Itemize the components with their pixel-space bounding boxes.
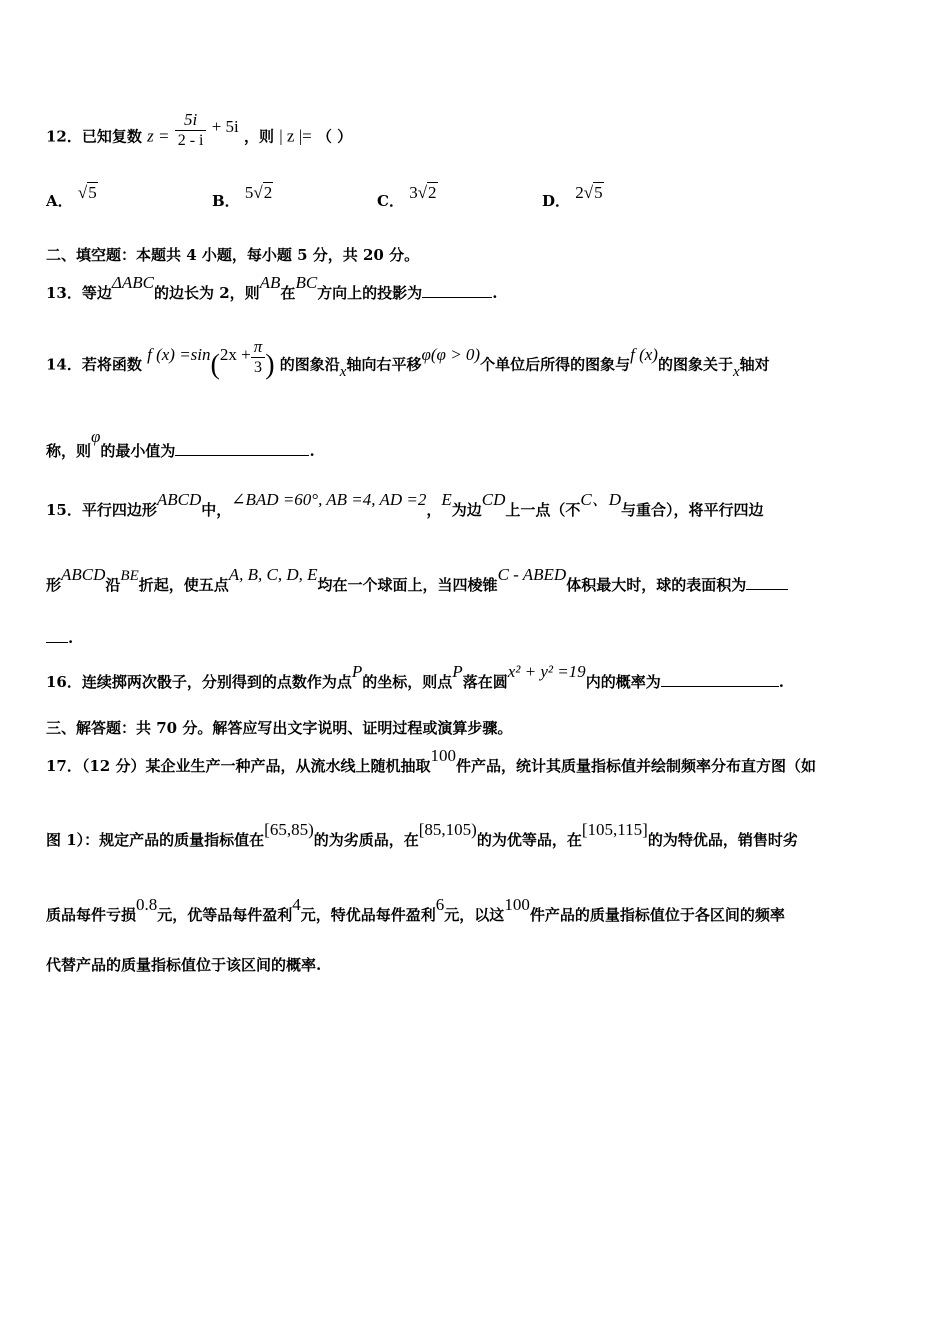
- q17-range-premium: [105,115]: [581, 820, 648, 839]
- q17-text: 的为优等品，在: [476, 831, 582, 849]
- q14-x: x: [339, 363, 347, 380]
- q12-then: ，则: [244, 127, 275, 146]
- q14-text: 称，则: [46, 442, 92, 460]
- q15-answer-blank-cont: [46, 628, 68, 643]
- option-coef: 2: [575, 183, 584, 202]
- q17-text: 质品每件亏损: [46, 906, 137, 924]
- q14-text: 轴向右平移: [346, 355, 422, 374]
- option-rad: 5: [88, 183, 97, 202]
- q13-math-ab: AB: [259, 273, 281, 292]
- q13-text: 方向上的投影为: [317, 284, 423, 302]
- q12-abs: | z |=: [279, 126, 312, 146]
- q17-sample-size: 100: [430, 746, 456, 765]
- q12-frac-num: 5i: [175, 110, 207, 131]
- q15-math-abcd: ABCD: [156, 490, 202, 509]
- q12-frac-den: 2 - i: [177, 132, 204, 149]
- option-sqrt: 2√5: [575, 183, 603, 202]
- q15-text: ，: [426, 501, 442, 519]
- q13-answer-blank: [422, 283, 492, 298]
- q17-line-1: [46, 746, 816, 776]
- q15-text: 体积最大时，球的表面积为: [566, 576, 747, 594]
- option-coef: 5: [244, 183, 254, 202]
- q15-answer-blank: [746, 575, 788, 590]
- option-rad: 2: [428, 183, 437, 202]
- q17-line-2: [46, 820, 798, 850]
- q17-loss-value: 0.8: [136, 895, 158, 914]
- q17-sample-size-2: 100: [504, 895, 530, 914]
- q15-text: 上一点（不: [505, 501, 581, 519]
- q13-text: 在: [280, 284, 296, 302]
- q14-text: .: [309, 442, 315, 460]
- q14-phi-2: φ: [91, 427, 101, 446]
- q15-text: .: [68, 629, 74, 647]
- q15-text: 形: [46, 576, 62, 594]
- q13-text: 13．等边: [46, 284, 112, 302]
- q14-function: f (x) =sin: [147, 344, 211, 364]
- q14-three: 3: [253, 359, 262, 376]
- q15-text: 折起，使五点: [138, 576, 229, 594]
- q12-option-a: [46, 183, 98, 211]
- q12-lead: 12．已知复数: [46, 127, 142, 146]
- q16-text: 内的概率为: [585, 673, 661, 691]
- q17-line-4: 代替产品的质量指标值位于该区间的概率.: [46, 956, 322, 974]
- q14-phi: φ: [421, 344, 431, 364]
- q17-text: 17．（12 分）某企业生产一种产品，从流水线上随机抽取: [46, 757, 431, 775]
- q17-range-inferior: [65,85): [264, 820, 314, 839]
- option-sqrt: √5: [77, 183, 97, 202]
- option-label: C．: [377, 192, 404, 210]
- q14-left-paren: (: [210, 349, 220, 381]
- q16-line: [46, 662, 784, 692]
- q15-text: 中，: [201, 501, 232, 519]
- q15-line-3: [46, 628, 73, 648]
- q16-text: .: [778, 673, 784, 691]
- q17-range-superior: [85,105): [418, 820, 477, 839]
- q12-fraction: [175, 110, 207, 151]
- q13-line: [46, 273, 498, 303]
- q17-text: 元，特优品每件盈利: [300, 906, 436, 924]
- q16-text: 落在圆: [462, 673, 508, 691]
- q15-text: 15．平行四边形: [46, 501, 157, 519]
- option-sqrt: 5√2: [244, 183, 273, 202]
- q15-text: 与重合），将平行四边: [621, 501, 764, 519]
- q14-text: 的图象关于: [657, 355, 733, 374]
- section-2-heading: 二、填空题：本题共 4 小题，每小题 5 分，共 20 分。: [46, 246, 420, 264]
- q13-text: .: [492, 284, 498, 302]
- q15-line-2: [46, 565, 788, 596]
- q16-math-p: P: [351, 662, 363, 681]
- q17-text: 的为劣质品，在: [313, 831, 419, 849]
- q15-text: 均在一个球面上，当四棱锥: [317, 576, 498, 594]
- q17-text: 元，优等品每件盈利: [157, 906, 293, 924]
- q17-text: 元，以这: [444, 906, 505, 924]
- q14-text: 的图象沿: [279, 355, 340, 374]
- q17-text: 图 1）：规定产品的质量指标值在: [46, 831, 265, 849]
- q14-line-1: [46, 337, 770, 381]
- option-label: A．: [46, 192, 73, 210]
- q12-paren: （ ）: [316, 127, 353, 146]
- q14-text: 个单位后所得的图象与: [480, 355, 631, 374]
- q17-profit-premium: 6: [435, 895, 445, 914]
- q12-option-c: [377, 183, 438, 211]
- q14-function-2: f (x): [630, 344, 658, 364]
- q14-right-paren: ): [265, 349, 275, 381]
- q15-math-abcd-2: ABCD: [61, 565, 106, 584]
- q13-math-triangle: ΔABC: [111, 273, 154, 292]
- q14-pi: π: [251, 337, 266, 358]
- q13-math-bc: BC: [295, 273, 318, 292]
- q14-inner: 2x +: [219, 344, 251, 364]
- q14-line-2: [46, 427, 315, 461]
- q16-text: 的坐标，则点: [362, 673, 453, 691]
- option-label: D．: [542, 192, 571, 210]
- q17-text: 件产品，统计其质量指标值并绘制频率分布直方图（如: [455, 757, 816, 775]
- q15-text: 沿: [105, 576, 121, 594]
- option-rad: 2: [263, 183, 273, 202]
- option-rad: 5: [594, 183, 603, 202]
- q14-text: 14．若将函数: [46, 355, 142, 374]
- q14-text: 的最小值为: [100, 442, 176, 460]
- q16-math-circle: x² + y² =19: [507, 662, 586, 681]
- q15-math-conditions: ∠BAD =60°, AB =4, AD =2: [231, 490, 427, 509]
- q14-condition: (φ > 0): [430, 344, 481, 364]
- q12-z-eq: z =: [147, 126, 170, 146]
- q14-x-2: x: [732, 363, 740, 380]
- q15-text: 为边: [451, 501, 482, 519]
- q15-math-cd: CD: [481, 490, 506, 509]
- option-label: B．: [212, 192, 240, 210]
- q14-answer-blank: [175, 441, 309, 456]
- q12-option-b: [212, 183, 273, 211]
- q17-text: 的为特优品，销售时劣: [647, 831, 798, 849]
- section-3-heading: 三、解答题：共 70 分。解答应写出文字说明、证明过程或演算步骤。: [46, 719, 513, 737]
- q15-math-be: BE: [120, 568, 139, 584]
- q15-line-1: [46, 490, 764, 520]
- q12-option-d: [542, 183, 604, 211]
- q16-text: 16．连续掷两次骰子，分别得到的点数作为点: [46, 673, 352, 691]
- q15-math-e: E: [441, 490, 452, 509]
- option-sqrt: 3√2: [409, 183, 437, 202]
- q15-math-points: A, B, C, D, E: [228, 565, 318, 584]
- q17-profit-superior: 4: [292, 895, 301, 914]
- q14-text: 轴对: [739, 355, 770, 374]
- q16-answer-blank: [661, 672, 779, 687]
- q12-plus: + 5i: [211, 116, 239, 136]
- q12-line: [46, 110, 353, 151]
- option-coef: 3: [409, 183, 418, 202]
- q15-math-c-d: C、D: [580, 490, 622, 509]
- q14-fraction: [251, 337, 266, 378]
- q17-text: 件产品的质量指标值位于各区间的频率: [529, 906, 785, 924]
- q13-text: 的边长为 2，则: [153, 284, 260, 302]
- q17-line-3: [46, 895, 785, 925]
- q15-math-pyramid: C - ABED: [497, 565, 567, 584]
- q16-math-p-2: P: [452, 662, 463, 681]
